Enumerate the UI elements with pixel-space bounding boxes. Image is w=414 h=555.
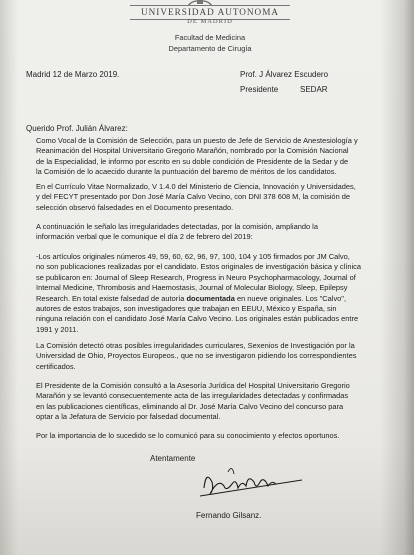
letterhead-city: DE MADRID [187,18,233,25]
salutation: Querido Prof. Julián Álvarez: [26,124,128,133]
paragraph-other-irregularities [36,341,356,372]
text-line: de la Especialidad, le informo por escrito en su doble condición de Presidente de la Sedar y de [36,156,349,166]
text-fragment: en nueve originales. Los "Calvo", [236,293,347,303]
paragraph-commission-action [36,381,350,423]
text-line: ninguna relación con el candidato José María Calvo Vecino. Los originales están publicados entre [36,314,359,324]
paragraph-articles [36,252,361,335]
text-line: Internal Medicine, Thrombosis and Haemostasis, Journal of Molecular Biology, Sleep, Epilepsy [36,283,348,293]
text-line: Reanimación del Hospital Universitario Gregorio Marañón, nombrado por la Comisión Nacional [36,146,349,156]
text-line-emphasis [36,294,361,304]
text-line: Marañón y se levantó consecuentemente acta de las irregularidades detectadas y confirmadas [36,391,349,401]
text-line: y del FECYT presentado por Don José María Calvo Vecino, con DNI 378 608 M, la comisión de [36,192,351,202]
date-line: Madrid 12 de Marzo 2019. [26,70,120,79]
text-line: no son publicaciones realizadas por el candidato. Estos originales de investigación básica y clínica [36,262,361,272]
page-shadow-right [380,0,414,555]
text-line: Universidad de Ohio, Proyectos Europeos., que no se investigaron pidiendo los correspondientes [36,351,357,361]
text-line: en las publicaciones científicas, eliminando al Dr. José María Calvo Vecino del concurso para [36,401,344,411]
text-line: 1991 y 2011. [36,324,79,334]
text-line: Como Vocal de la Comisión de Selección, para un puesto de Jefe de Servicio de Anestesiología y [36,136,358,145]
text-line: En el Currículo Vitae Normalizado, V 1.4.0 del Ministerio de Ciencia, Innovación y Universidades, [36,182,356,191]
text-line: optar a la Jefatura de Servicio por falsedad documental. [36,412,221,422]
letterhead-faculty: Facultad de Medicina [174,33,246,42]
recipient-role: Presidente [240,85,279,94]
text-line: selección observó falsedades en el Documento presentado. [36,202,234,212]
letterhead-university: UNIVERSIDAD AUTONOMA [130,5,290,20]
paragraph-intro [36,136,358,178]
handwritten-signature-icon [198,460,308,502]
paragraph-irregularities [36,222,318,243]
text-line: certificados. [36,361,76,371]
text-line: la Comisión de lo acaecido durante la puntuación del baremo de méritos de los candidatos. [36,167,337,177]
emphasis-documentada: documentada [186,293,235,303]
signature-name: Fernando Gilsanz. [196,511,262,520]
letterhead-department: Departamento de Cirugía [168,44,252,53]
text-line: información verbal que le comunique el día 2 de febrero del 2019: [36,232,253,242]
text-line: autores de estos trabajos, son investigadores que trabajan en EEUU, México y España, sin [36,304,337,314]
recipient-name: Prof. J Álvarez Escudero [240,70,329,79]
text-line: La Comisión detectó otras posibles irregularidades curriculares, Sexenios de Investigación por la [36,341,355,350]
text-fragment: Research. En total existe falsedad de autoría [36,293,185,303]
text-line: -Los artículos originales números 49, 59, 60, 62, 96, 97, 100, 104 y 105 firmados por JM Calvo, [36,252,350,261]
recipient-org: SEDAR [300,85,328,94]
text-line: A continuación le señalo las irregularidades detectadas, por la comisión, ampliando la [36,222,318,231]
letterhead-faculty-block [120,32,300,54]
paragraph-cv [36,182,356,213]
text-line: se publicaron en: Journal of Sleep Research, Progress in Neuro Psychopharmacology, Journal of [36,272,356,282]
text-line: Por la importancia de lo sucedido se lo comunicó para su conocimiento y efectos oportunos. [36,431,340,440]
text-line: El Presidente de la Comisión consultó a la Asesoría Jurídica del Hospital Universitario Gregorio [36,381,350,390]
closing-atentamente: Atentamente [150,454,196,463]
page-shadow-left [0,0,18,555]
paragraph-closing [36,431,339,441]
